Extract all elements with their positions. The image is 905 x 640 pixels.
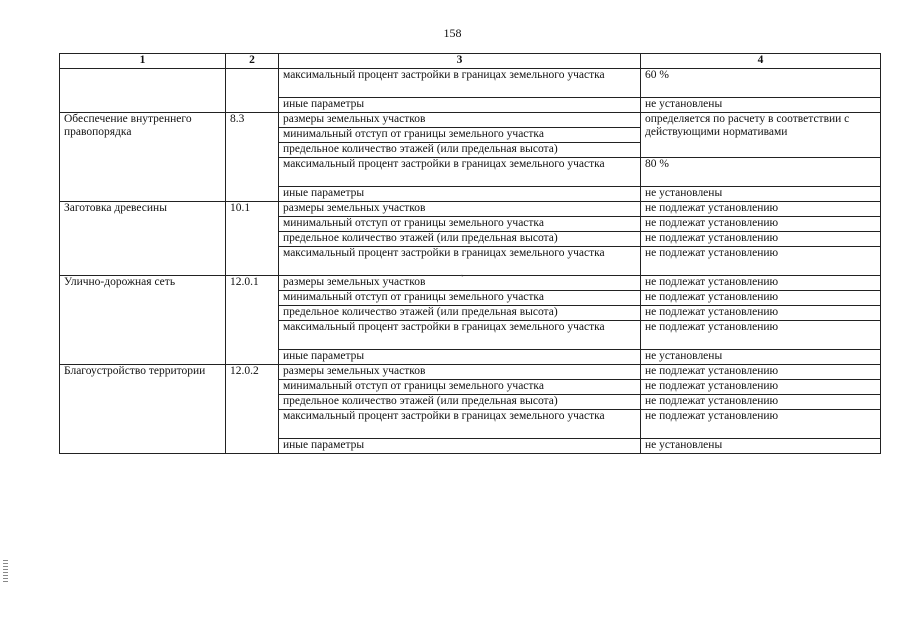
parameter-value: не подлежат установлению [641, 276, 881, 291]
parameter-value: не установлены [641, 439, 881, 454]
use-type-code: 8.3 [226, 113, 279, 202]
column-header-4: 4 [641, 54, 881, 69]
parameter-name: иные параметры [279, 98, 641, 113]
use-type-code [226, 69, 279, 113]
parameter-name: максимальный процент застройки в границах земельного участка [279, 410, 641, 439]
use-type-code: 12.0.2 [226, 365, 279, 454]
parameter-value: не установлены [641, 187, 881, 202]
parameter-name: иные параметры [279, 350, 641, 365]
use-type-name: Улично-дорожная сеть [60, 276, 226, 365]
parameter-name: минимальный отступ от границы земельного участка [279, 128, 641, 143]
parameter-name: максимальный процент застройки в границах земельного участка [279, 321, 641, 350]
use-type-code: 10.1 [226, 202, 279, 276]
parameter-value: не подлежат установлению [641, 217, 881, 232]
parameter-name: предельное количество этажей (или предельная высота) [279, 143, 641, 158]
use-type-name [60, 69, 226, 113]
parameter-value: 60 % [641, 69, 881, 98]
parameter-name: минимальный отступ от границы земельного участка [279, 217, 641, 232]
parameter-name: размеры земельных участков [279, 202, 641, 217]
table-row [60, 276, 881, 291]
parameter-value: не установлены [641, 350, 881, 365]
table-body [60, 69, 881, 454]
parameter-value: не подлежат установлению [641, 306, 881, 321]
parameter-name: иные параметры [279, 439, 641, 454]
parameter-name: размеры земельных участков [279, 365, 641, 380]
parameter-value: не подлежат установлению [641, 291, 881, 306]
parameter-name: предельное количество этажей (или предельная высота) [279, 232, 641, 247]
scan-margin-mark [3, 560, 8, 582]
page-number: 158 [443, 26, 462, 40]
scan-speck: ˛ [461, 268, 464, 277]
use-type-name: Заготовка древесины [60, 202, 226, 276]
parameter-value: не подлежат установлению [641, 380, 881, 395]
table-row [60, 202, 881, 217]
parameter-value: не установлены [641, 98, 881, 113]
parameter-value: не подлежат установлению [641, 410, 881, 439]
parameter-value: не подлежат установлению [641, 321, 881, 350]
column-header-1: 1 [60, 54, 226, 69]
parameter-value: не подлежат установлению [641, 395, 881, 410]
parameter-name: максимальный процент застройки в границах земельного участка [279, 69, 641, 98]
parameter-value: не подлежат установлению [641, 202, 881, 217]
table-row [60, 69, 881, 98]
parameter-name: максимальный процент застройки в границах земельного участка [279, 247, 641, 276]
parameter-name: минимальный отступ от границы земельного участка [279, 291, 641, 306]
header-row [60, 54, 881, 69]
use-type-code: 12.0.1 [226, 276, 279, 365]
parameter-value: не подлежат установлению [641, 247, 881, 276]
parameter-name: размеры земельных участков [279, 113, 641, 128]
parameter-name: размеры земельных участков [279, 276, 641, 291]
use-type-name: Благоустройство территории [60, 365, 226, 454]
land-use-parameters-table [59, 53, 881, 454]
use-type-name: Обеспечение внутреннего правопорядка [60, 113, 226, 202]
parameter-name: минимальный отступ от границы земельного участка [279, 380, 641, 395]
table-row [60, 113, 881, 128]
parameter-name: предельное количество этажей (или предельная высота) [279, 306, 641, 321]
parameter-name: максимальный процент застройки в границах земельного участка [279, 158, 641, 187]
parameter-value: 80 % [641, 158, 881, 187]
table-row [60, 365, 881, 380]
parameter-value: не подлежат установлению [641, 232, 881, 247]
parameter-value: не подлежат установлению [641, 365, 881, 380]
column-header-2: 2 [226, 54, 279, 69]
parameter-value-merged: определяется по расчету в соответствии с действующими нормативами [641, 113, 881, 158]
column-header-3: 3 [279, 54, 641, 69]
parameter-name: предельное количество этажей (или предельная высота) [279, 395, 641, 410]
parameter-name: иные параметры [279, 187, 641, 202]
